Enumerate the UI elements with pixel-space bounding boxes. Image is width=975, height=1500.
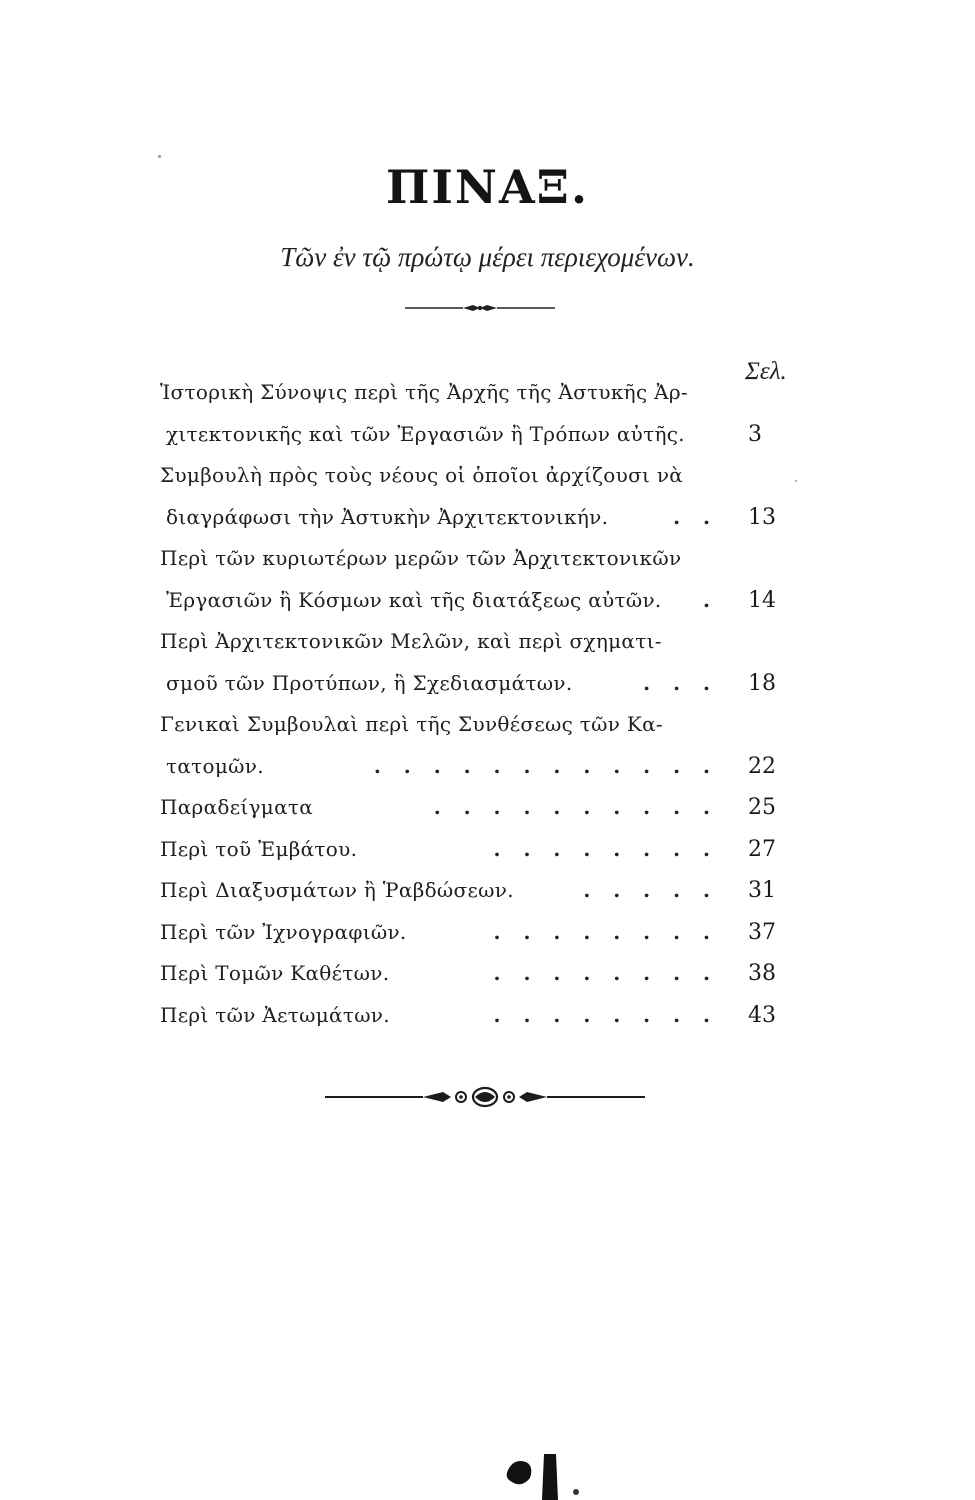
toc-page-number: 37 (748, 919, 776, 945)
ink-blot (500, 1448, 590, 1500)
toc-entry-text: χιτεκτονικῆς καὶ τῶν Ἐργασιῶν ἢ Τρόπων αὐτῆς. (166, 421, 685, 446)
toc-entry-text: Περὶ Ἀρχιτεκτονικῶν Μελῶν, καὶ περὶ σχηματι- (160, 629, 662, 653)
page-column-label: Σελ. (745, 358, 787, 385)
toc-entry-line (160, 580, 810, 622)
toc-entry-text: Περὶ τῶν κυριωτέρων μερῶν τῶν Ἀρχιτεκτονικῶν (160, 546, 682, 570)
toc-dot-leader: . (703, 587, 718, 612)
toc-page-number: 13 (748, 504, 776, 530)
toc-entry-line (160, 995, 810, 1037)
toc-entry-line (160, 497, 810, 539)
ornament-divider (325, 1082, 645, 1112)
toc-entry-text: τατομῶν. (166, 753, 264, 778)
toc-dot-leader: . . . . . . . . (493, 836, 718, 861)
toc-entry-text: σμοῦ τῶν Προτύπων, ἢ Σχεδιασμάτων. (166, 670, 573, 695)
toc-entry-text: Περὶ Τομῶν Καθέτων. (160, 961, 390, 985)
toc-entry-text: διαγράφωσι τὴν Ἀστυκὴν Ἀρχιτεκτονικήν. (166, 504, 609, 529)
toc-dot-leader: . . . . . . . . . . (433, 795, 718, 819)
toc-entry-line (160, 663, 810, 705)
toc-entry-line (160, 746, 810, 788)
toc-entry-text: Γενικαὶ Συμβουλαὶ περὶ τῆς Συνθέσεως τῶν Κα- (160, 712, 663, 736)
toc-entry-line (160, 787, 810, 829)
toc-entry-text: Ἱστορικὴ Σύνοψις περὶ τῆς Ἀρχῆς τῆς Ἀστυκῆς Ἀρ- (160, 380, 688, 404)
toc-entry-text: Περὶ τοῦ Ἐμβάτου. (160, 836, 358, 861)
table-of-contents (160, 372, 810, 1036)
toc-page-number: 43 (748, 1002, 776, 1028)
toc-entry-text: Παραδείγματα (160, 795, 314, 819)
toc-page-number: 3 (748, 421, 762, 447)
toc-dot-leader: . . . . . . . . (493, 961, 718, 985)
toc-entry-line (160, 704, 810, 746)
toc-page-number: 14 (748, 587, 776, 613)
toc-entry-line (160, 414, 810, 456)
toc-entry-line (160, 870, 810, 912)
toc-entry-text: Συμβουλὴ πρὸς τοὺς νέους οἱ ὁποῖοι ἀρχίζουσι νὰ (160, 463, 684, 487)
toc-page-number: 25 (748, 795, 776, 820)
toc-page-number: 27 (748, 836, 776, 862)
toc-dot-leader: . . . . . . . . . . . . (373, 753, 718, 778)
toc-dot-leader: . . . (643, 670, 718, 695)
toc-entry-text: Περὶ τῶν Ἀετωμάτων. (160, 1002, 390, 1027)
toc-entry-text: Περὶ Διαξυσμάτων ἢ Ῥαβδώσεων. (160, 878, 514, 902)
toc-entry-line (160, 455, 810, 497)
toc-entry-line (160, 912, 810, 954)
toc-page-number: 22 (748, 753, 776, 779)
toc-page-number: 31 (748, 878, 776, 903)
toc-entry-text: Ἐργασιῶν ἢ Κόσμων καὶ τῆς διατάξεως αὐτῶν. (166, 587, 662, 612)
decorative-rule (405, 303, 555, 313)
paper-speck (158, 155, 161, 158)
page-title: ΠΙΝΑΞ. (385, 160, 590, 214)
page-subtitle: Τῶν ἐν τῷ πρώτῳ μέρει περιεχομένων. (280, 242, 695, 272)
toc-entry-line (160, 538, 810, 580)
toc-entry-line (160, 829, 810, 871)
toc-entry-line (160, 372, 810, 414)
toc-dot-leader: . . . . . (583, 878, 718, 902)
toc-dot-leader: . . . . . . . . (493, 919, 718, 944)
toc-dot-leader: . . (673, 504, 718, 529)
toc-entry-line (160, 621, 810, 663)
toc-dot-leader: . . . . . . . . (493, 1002, 718, 1027)
toc-page-number: 18 (748, 670, 776, 696)
toc-page-number: 38 (748, 961, 776, 986)
toc-entry-line (160, 953, 810, 995)
paper-speck (795, 480, 797, 482)
toc-entry-text: Περὶ τῶν Ἰχνογραφιῶν. (160, 919, 407, 944)
